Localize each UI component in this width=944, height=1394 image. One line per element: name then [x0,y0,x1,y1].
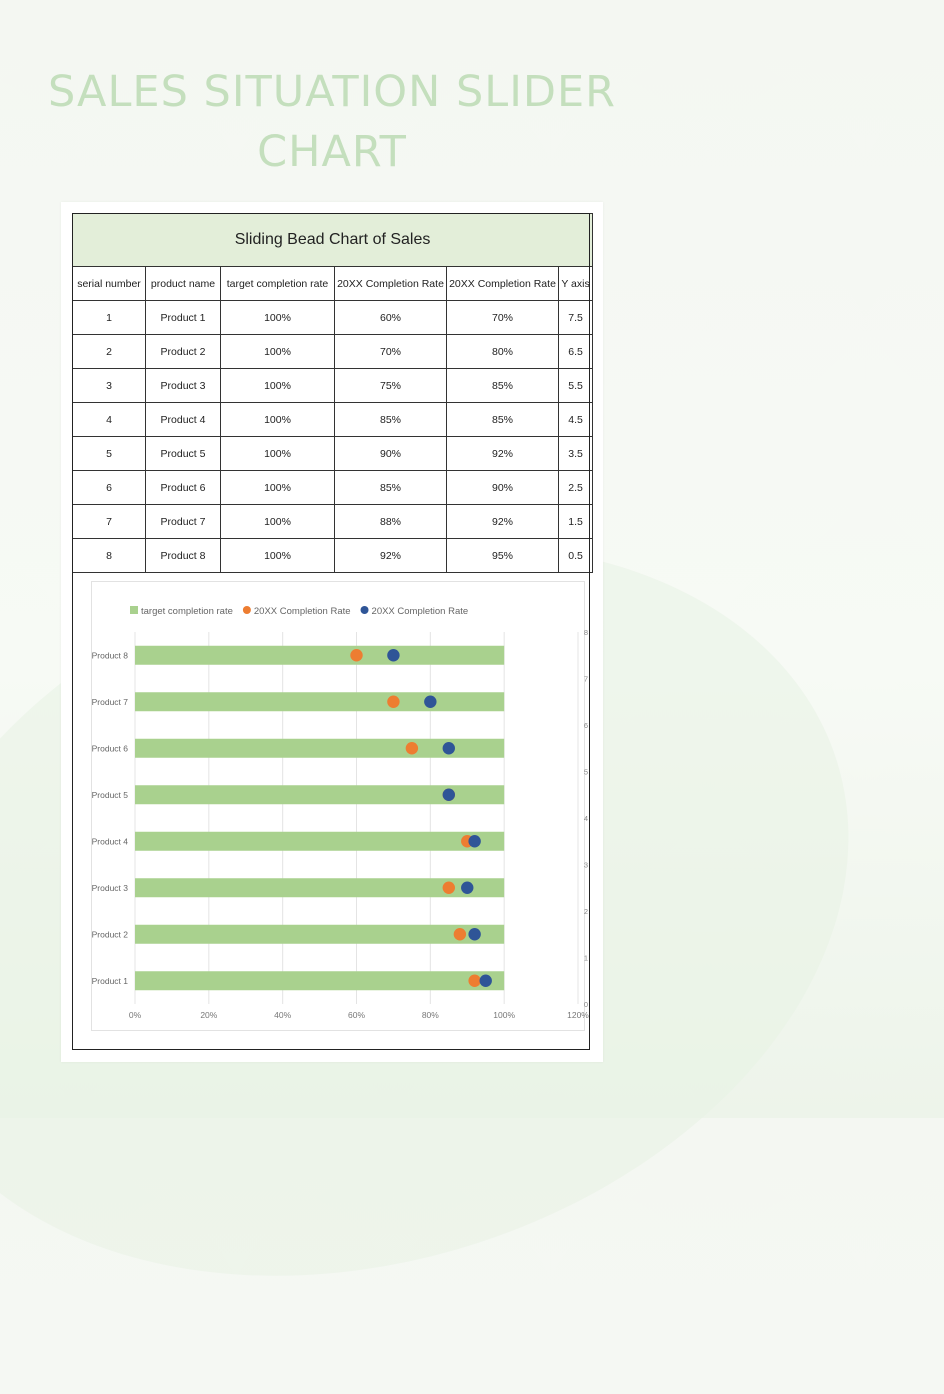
table-cell: 90% [447,471,559,505]
table-cell: 85% [447,403,559,437]
table-cell: 3.5 [559,437,593,471]
category-label: Product 3 [91,882,128,893]
y2-tick-label: 3 [583,860,589,870]
table-cell: Product 4 [146,403,221,437]
table-cell: 5 [73,437,146,471]
table-cell: 100% [221,539,335,573]
table-cell: 2.5 [559,471,593,505]
y2-tick-label: 0 [583,1000,589,1009]
x-tick-label: 0% [128,1010,142,1020]
y2-tick-label: 8 [583,628,589,637]
blue-bead [461,882,473,894]
table-row [73,471,593,505]
category-label: Product 8 [91,650,128,661]
chart-area [91,581,589,1031]
blue-bead [387,649,399,661]
table-row [73,437,593,471]
table-cell: Product 5 [146,437,221,471]
blue-bead [443,742,455,754]
y2-tick-label: 2 [583,907,589,916]
blue-bead [443,789,455,801]
table-cell: 6 [73,471,146,505]
x-tick-label: 80% [421,1010,439,1020]
table-cell: 100% [221,471,335,505]
table-cell: 3 [73,369,146,403]
target-bar [135,925,504,944]
table-cell: 100% [221,403,335,437]
table-cell: 88% [335,505,447,539]
category-label: Product 4 [91,836,128,847]
target-bar [135,971,504,990]
category-label: Product 5 [91,789,128,800]
table-cell: 5.5 [559,369,593,403]
category-label: Product 2 [91,929,128,940]
table-cell: 8 [73,539,146,573]
y2-tick-label: 7 [583,674,589,684]
table-cell: Product 2 [146,335,221,369]
sales-table [72,213,593,573]
y2-tick-label: 6 [583,721,589,730]
table-cell: Product 7 [146,505,221,539]
table-cell: 70% [447,301,559,335]
y2-tick-label: 4 [583,814,589,823]
blue-bead [468,835,480,847]
table-header-cell: serial number [73,267,146,301]
target-bar [135,832,504,851]
orange-bead [468,975,480,987]
table-cell: 92% [447,505,559,539]
orange-bead [443,882,455,894]
target-bar [135,692,504,711]
table-cell: 100% [221,369,335,403]
x-tick-label: 40% [274,1010,292,1020]
orange-bead [406,742,418,754]
blue-bead [424,696,436,708]
table-header-cell: target completion rate [221,267,335,301]
orange-bead [454,928,466,940]
category-label: Product 1 [91,975,128,986]
table-cell: 4 [73,403,146,437]
table-cell: 100% [221,301,335,335]
table-cell: 85% [447,369,559,403]
table-cell: 85% [335,403,447,437]
table-row [73,301,593,335]
table-cell: 75% [335,369,447,403]
table-header-cell: 20XX Completion Rate [335,267,447,301]
table-cell: 95% [447,539,559,573]
table-cell: 1.5 [559,505,593,539]
table-cell: Product 8 [146,539,221,573]
legend-marker [243,606,251,614]
blue-bead [480,975,492,987]
table-caption: Sliding Bead Chart of Sales [73,214,593,267]
table-cell: 90% [335,437,447,471]
table-row [73,539,593,573]
legend-label: 20XX Completion Rate [253,606,351,617]
legend-label: target completion rate [141,606,233,617]
category-label: Product 7 [91,696,128,707]
table-cell: 7 [73,505,146,539]
table-cell: 85% [335,471,447,505]
table-cell: 92% [447,437,559,471]
x-tick-label: 20% [200,1010,218,1020]
y2-tick-label: 5 [583,767,589,777]
table-cell: 1 [73,301,146,335]
table-cell: 92% [335,539,447,573]
table-row [73,505,593,539]
table-header-cell: product name [146,267,221,301]
table-row [73,335,593,369]
blue-bead [468,928,480,940]
table-cell: 80% [447,335,559,369]
table-header-cell: Y axis [559,267,593,301]
category-label: Product 6 [91,743,128,754]
legend-swatch [130,606,138,614]
x-tick-label: 120% [567,1010,589,1020]
table-row [73,369,593,403]
target-bar [135,646,504,665]
table-cell: Product 1 [146,301,221,335]
orange-bead [350,649,362,661]
table-cell: Product 3 [146,369,221,403]
x-tick-label: 100% [493,1010,516,1020]
table-header-cell: 20XX Completion Rate [447,267,559,301]
table-cell: Product 6 [146,471,221,505]
x-tick-label: 60% [347,1010,366,1020]
sliding-bead-chart [91,582,589,1032]
table-cell: 7.5 [559,301,593,335]
table-cell: 100% [221,437,335,471]
table-row [73,403,593,437]
orange-bead [387,696,399,708]
table-header-row [73,267,593,301]
table-cell: 60% [335,301,447,335]
table-cell: 70% [335,335,447,369]
table-cell: 2 [73,335,146,369]
legend-marker [361,606,369,614]
table-cell: 100% [221,335,335,369]
table-cell: 100% [221,505,335,539]
table-cell: 0.5 [559,539,593,573]
y2-tick-label: 1 [583,953,589,963]
page-title: SALES SITUATION SLIDER CHART [47,67,617,177]
table-cell: 4.5 [559,403,593,437]
table-cell: 6.5 [559,335,593,369]
legend-label: 20XX Completion Rate [371,606,469,617]
